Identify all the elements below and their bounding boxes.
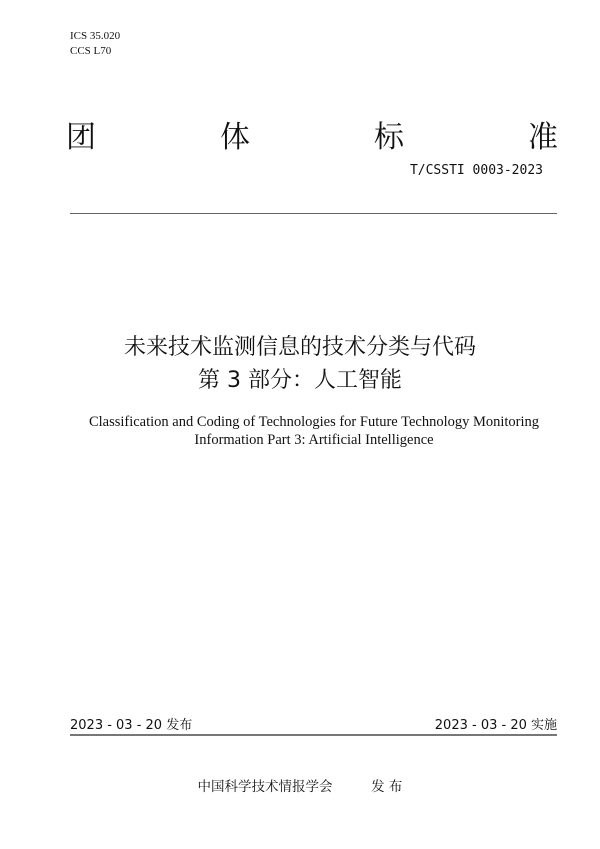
standard-code: T/CSSTI 0003-2023 [409, 163, 543, 178]
ics-code: ICS 35.020 [70, 30, 121, 42]
header-divider [70, 213, 557, 214]
standard-type-heading [66, 112, 558, 156]
publish-action: 发 布 [371, 779, 403, 795]
publisher-line [0, 775, 600, 795]
implement-date: 2023 - 03 - 20 实施 [434, 718, 557, 733]
standard-type-char: 体 [220, 120, 250, 155]
standard-type-char: 团 [66, 120, 96, 155]
publisher-name: 中国科学技术情报学会 [197, 779, 333, 795]
title-en-line1: Classification and Coding of Technologies for Future Technology Monitoring [88, 414, 540, 430]
standard-type-char: 准 [528, 120, 558, 155]
title-zh-line2: 第 3 部分：人工智能 [198, 368, 402, 393]
standard-type-char: 标 [374, 120, 404, 155]
title-en-line2: Information Part 3: Artificial Intelligence [194, 432, 434, 448]
release-date: 2023 - 03 - 20 发布 [70, 718, 193, 733]
title-zh-line1: 未来技术监测信息的技术分类与代码 [123, 335, 476, 360]
ccs-code: CCS L70 [70, 45, 112, 57]
footer-divider [70, 734, 557, 736]
